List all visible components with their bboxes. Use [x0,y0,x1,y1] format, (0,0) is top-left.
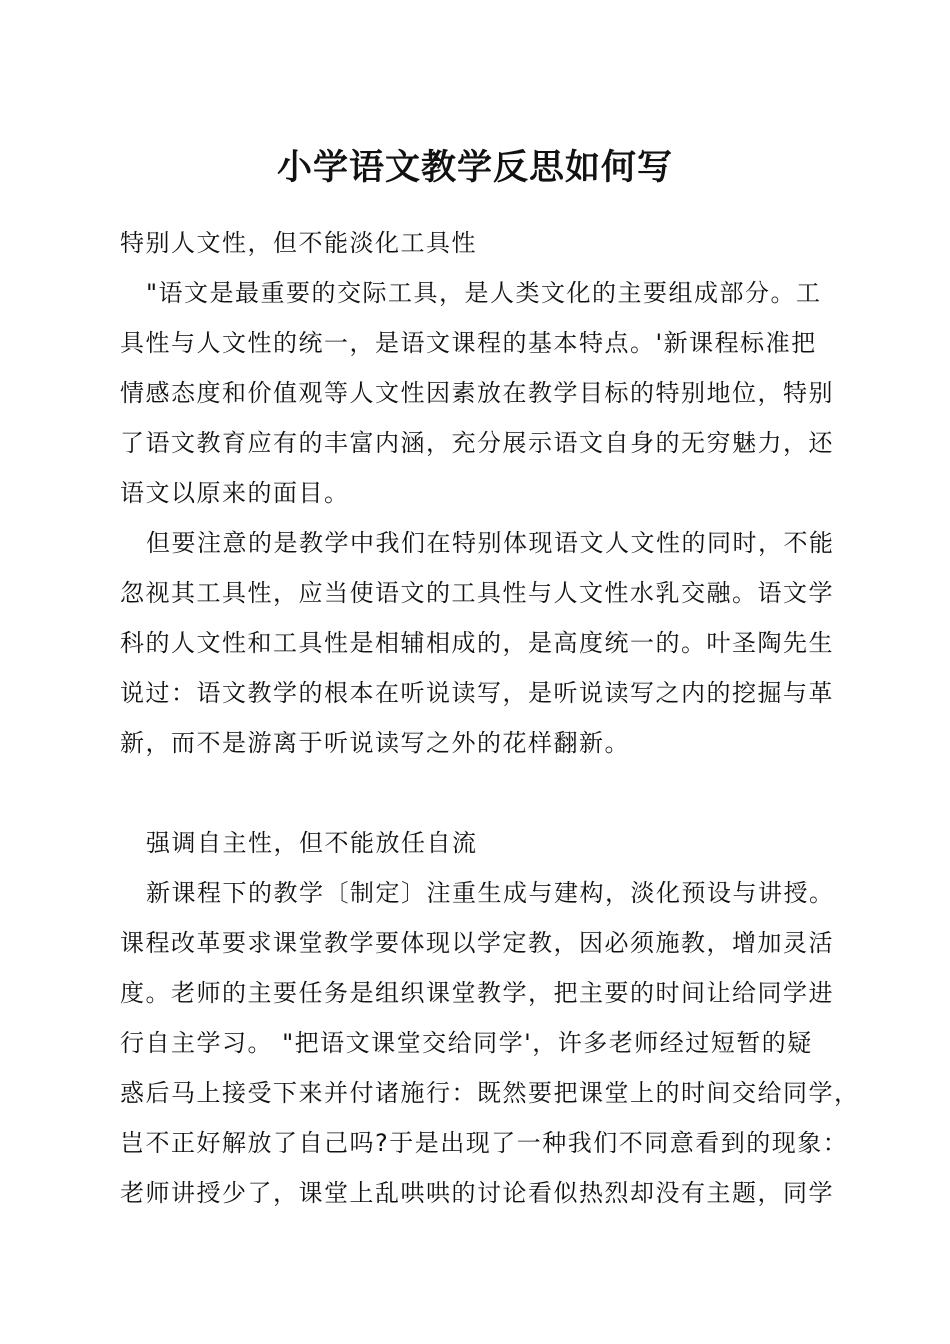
paragraph-line: 语文以原来的面目。 [120,479,350,507]
paragraph-line: 岂不正好解放了自己吗?于是出现了一种我们不同意看到的现象： [120,1129,849,1157]
paragraph-line: 了语文教育应有的丰富内涵，充分展示语文自身的无穷魅力，还 [120,429,834,457]
paragraph-line: 科的人文性和工具性是相辅相成的，是高度统一的。叶圣陶先生 [120,629,834,657]
paragraph-line: "语文是最重要的交际工具，是人类文化的主要组成部分。工 [146,279,822,307]
document-title: 小学语文教学反思如何写 [276,147,673,188]
paragraph-line: 行自主学习。 "把语文课堂交给同学'，许多老师经过短暂的疑 [120,1029,813,1057]
section-heading: 强调自主性，但不能放任自流 [146,829,478,857]
paragraph-line: 新课程下的教学〔制定〕注重生成与建构，淡化预设与讲授。 [146,879,835,907]
paragraph-line: 情感态度和价值观等人文性因素放在教学目标的特别地位，特别 [120,379,834,407]
paragraph-line: 惑后马上接受下来并付诸施行：既然要把课堂上的时间交给同学， [120,1079,860,1107]
section-heading: 特别人文性，但不能淡化工具性 [120,229,477,257]
paragraph-line: 具性与人文性的统一，是语文课程的基本特点。'新课程标准把 [120,329,817,357]
paragraph-line: 说过：语文教学的根本在听说读写，是听说读写之内的挖掘与革 [120,679,834,707]
paragraph-line: 忽视其工具性，应当使语文的工具性与人文性水乳交融。语文学 [120,579,834,607]
paragraph-line: 课程改革要求课堂教学要体现以学定教，因必须施教，增加灵活 [120,929,834,957]
paragraph-line: 老师讲授少了，课堂上乱哄哄的讨论看似热烈却没有主题，同学 [120,1179,834,1207]
paragraph-line: 新，而不是游离于听说读写之外的花样翻新。 [120,729,630,757]
paragraph-line: 但要注意的是教学中我们在特别体现语文人文性的同时，不能 [146,529,835,557]
paragraph-line: 度。老师的主要任务是组织课堂教学，把主要的时间让给同学进 [120,979,834,1007]
